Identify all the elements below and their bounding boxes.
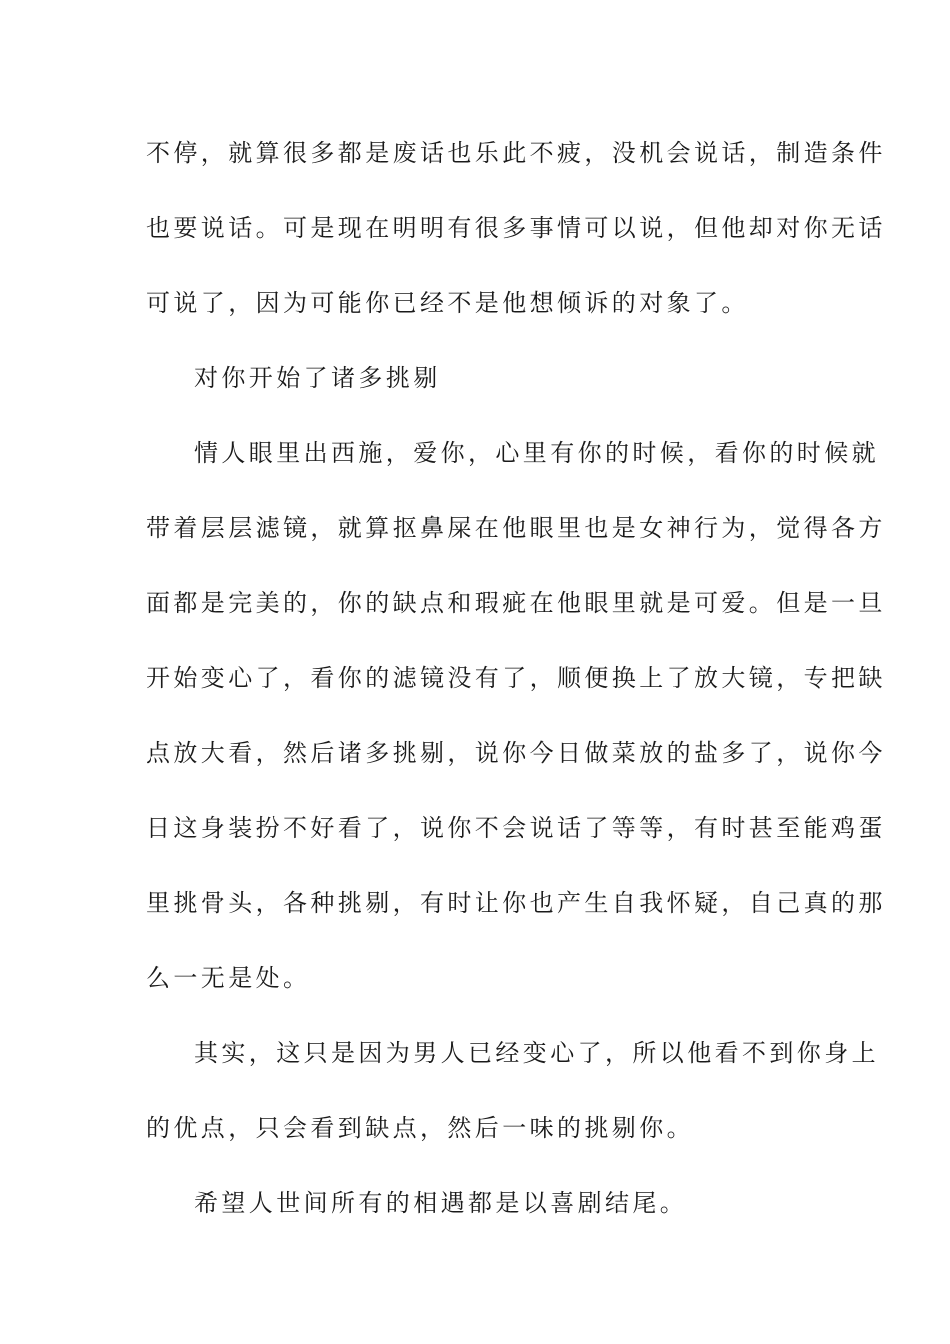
document-body [146,131,886,1256]
paragraph-line: 不停，就算很多都是废话也乐此不疲，没机会说话，制造条件 [146,139,886,167]
paragraph-line: 情人眼里出西施，爱你，心里有你的时候，看你的时候就 [194,439,879,467]
paragraph-line: 带着层层滤镜，就算抠鼻屎在他眼里也是女神行为，觉得各方 [146,514,886,542]
paragraph-line: 里挑骨头，各种挑剔，有时让你也产生自我怀疑，自己真的那 [146,889,886,917]
section-heading: 对你开始了诸多挑剔 [194,364,441,392]
paragraph-line: 开始变心了，看你的滤镜没有了，顺便换上了放大镜，专把缺 [146,664,886,692]
paragraph-line: 面都是完美的，你的缺点和瑕疵在他眼里就是可爱。但是一旦 [146,589,886,617]
paragraph-line: 也要说话。可是现在明明有很多事情可以说，但他却对你无话 [146,214,886,242]
paragraph-line: 点放大看，然后诸多挑剔，说你今日做菜放的盐多了，说你今 [146,739,886,767]
paragraph-line: 其实，这只是因为男人已经变心了，所以他看不到你身上 [194,1039,879,1067]
paragraph-line: 可说了，因为可能你已经不是他想倾诉的对象了。 [146,289,749,317]
closing-line: 希望人世间所有的相遇都是以喜剧结尾。 [194,1189,688,1217]
paragraph-line: 日这身装扮不好看了，说你不会说话了等等，有时甚至能鸡蛋 [146,814,886,842]
paragraph-line: 么一无是处。 [146,964,311,992]
paragraph-line: 的优点，只会看到缺点，然后一味的挑剔你。 [146,1114,694,1142]
